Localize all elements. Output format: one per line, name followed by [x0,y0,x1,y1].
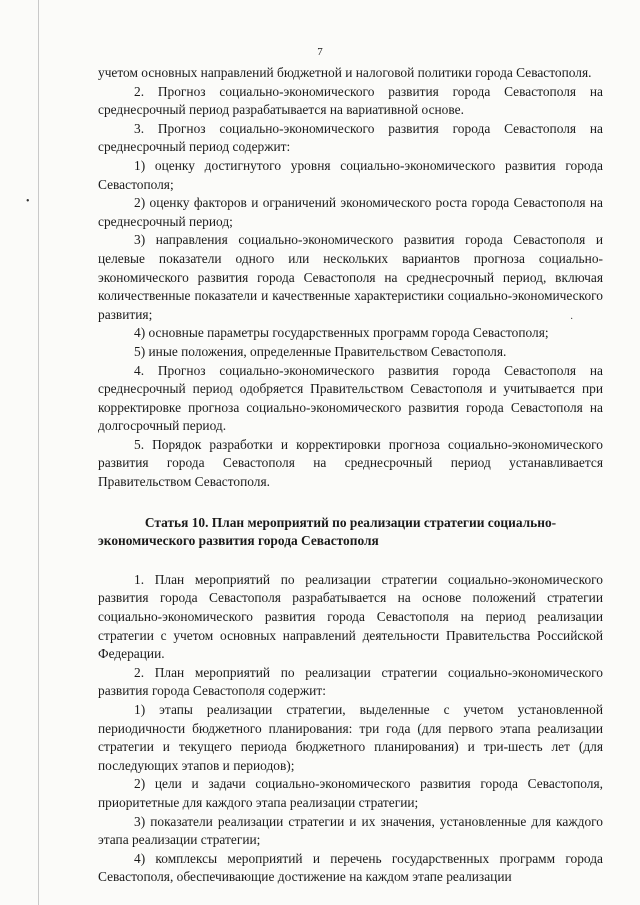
page-number: 7 [317,46,323,58]
subitem-1: 1) оценку достигнутого уровня социально-экономического развития города Севастополя; [98,157,603,192]
subitem-3: 3) направления социально-экономического развития города Севастополя и целевые показатели одного или нескольких вариантов прогноза социально-экономического развития города Севастополя на среднесрочный период, включая количественные показатели и качественные характеристики социально-экономического развития; [98,232,603,322]
subitem-4: 4) основные параметры государственных программ города Севастополя; [134,325,549,341]
paragraph-item-2: 2. Прогноз социально-экономического развития города Севастополя на среднесрочный период разрабатывается на вариативной основе. [98,83,603,118]
paragraph-item-4: 4. Прогноз социально-экономического развития города Севастополя на среднесрочный период одобряется Правительством Севастополя и учитывается при корректировке прогноза социально-экономического развития города Севастополя на долгосрочный период. [98,362,603,434]
article-subitem-1: 1) этапы реализации стратегии, выделенные с учетом установленной периодичности бюджетного планирования: три года (для первого этапа реализации стратегии и текущего периода бюджетного планирования) и три-шесть лет (для последующих этапов и периодов); [98,702,603,773]
subitem-2: 2) оценку факторов и ограничений экономического роста города Севастополя на среднесрочный период; [98,195,603,229]
article-subitem-2: 2) цели и задачи социально-экономического развития города Севастополя, приоритетные для каждого этапа реализации стратегии; [98,776,603,810]
article-paragraph-1: 1. План мероприятий по реализации стратегии социально-экономического развития города Севастополя разрабатывается на основе положений стратегии социально-экономического развития города Севастополя на период реализации стратегии с учетом основных направлений деятельности Правительства Российской Федерации. [98,571,603,662]
scan-speck: • [26,196,30,207]
article-subitem-4: 4) комплексы мероприятий и перечень государственных программ города Севастополя, обеспечивающие достижение на каждом этапе реализации [98,850,603,885]
article-paragraph-2: 2. План мероприятий по реализации стратегии социально-экономического развития города Севастополя содержит: [98,664,603,699]
page-edge [38,0,39,905]
document-body [98,64,603,887]
paragraph-continuation: учетом основных направлений бюджетной и налоговой политики города Севастополя. [98,65,592,80]
paragraph-item-3: 3. Прогноз социально-экономического развития города Севастополя на среднесрочный период содержит: [98,120,603,155]
subitem-5: 5) иные положения, определенные Правительством Севастополя. [134,343,507,359]
scan-speck: · [570,314,574,325]
article-subitem-3: 3) показатели реализации стратегии и их значения, установленные для каждого этапа реализации стратегии; [98,813,603,848]
paragraph-item-5: 5. Порядок разработки и корректировки прогноза социально-экономического развития города Севастополя на среднесрочный период устанавливается Правительством Севастополя. [98,436,603,490]
article-heading: Статья 10. План мероприятий по реализации стратегии социально-экономического развития города Севастополя [98,514,557,549]
